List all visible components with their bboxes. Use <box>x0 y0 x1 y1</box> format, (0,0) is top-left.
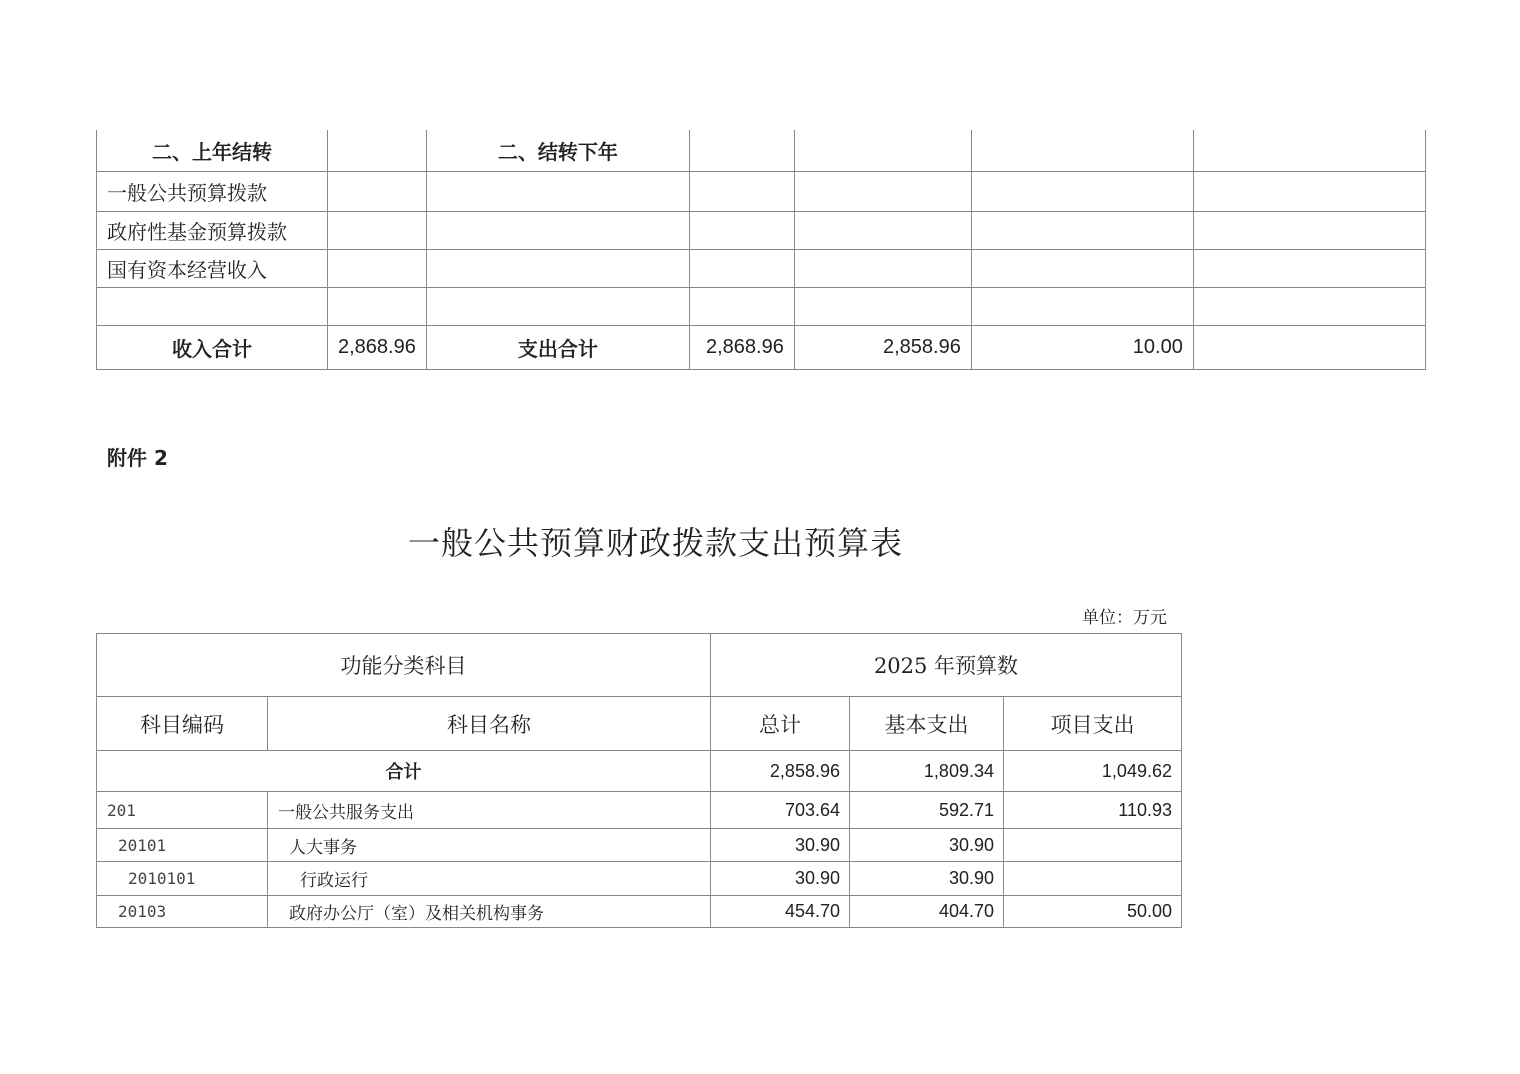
expense-label <box>426 287 689 325</box>
table-row <box>97 249 1426 287</box>
basic-total-value: 2,858.96 <box>794 325 971 369</box>
row-label: 二、上年结转 <box>97 130 328 171</box>
basic-value: 30.90 <box>850 829 1004 862</box>
total-row <box>97 751 1182 792</box>
header-row <box>97 697 1182 751</box>
header-budget-year: 2025 年预算数 <box>711 634 1182 697</box>
project-total-value: 10.00 <box>971 325 1193 369</box>
project-value <box>1004 862 1182 896</box>
subject-code: 20101 <box>97 829 268 862</box>
income-total-value: 2,868.96 <box>328 325 427 369</box>
total-value: 2,858.96 <box>711 751 850 792</box>
income-total-label: 收入合计 <box>97 325 328 369</box>
table-row <box>97 792 1182 829</box>
subject-code: 20103 <box>97 896 268 928</box>
basic-value: 1,809.34 <box>850 751 1004 792</box>
header-total: 总计 <box>711 697 850 751</box>
expense-label <box>426 249 689 287</box>
header-functional-category: 功能分类科目 <box>97 634 711 697</box>
income-value <box>328 171 427 211</box>
expense-value <box>689 171 794 211</box>
cell <box>1193 130 1425 171</box>
table-row <box>97 862 1182 896</box>
income-value <box>328 249 427 287</box>
cell <box>1193 287 1425 325</box>
cell <box>971 249 1193 287</box>
basic-value: 30.90 <box>850 862 1004 896</box>
cell <box>794 211 971 249</box>
unit-label: 单位：万元 <box>1082 608 1167 628</box>
header-row <box>97 634 1182 697</box>
row-label: 一般公共预算拨款 <box>97 171 328 211</box>
expense-total-value: 2,868.96 <box>689 325 794 369</box>
expense-total-label: 支出合计 <box>426 325 689 369</box>
project-value: 110.93 <box>1004 792 1182 829</box>
expense-value <box>689 249 794 287</box>
cell <box>794 249 971 287</box>
income-value <box>328 130 427 171</box>
total-value: 703.64 <box>711 792 850 829</box>
total-value: 30.90 <box>711 862 850 896</box>
project-value: 50.00 <box>1004 896 1182 928</box>
expense-value <box>689 130 794 171</box>
budget-table <box>96 633 1182 928</box>
table-row <box>97 171 1426 211</box>
expense-label: 二、结转下年 <box>426 130 689 171</box>
subject-code: 201 <box>97 792 268 829</box>
row-label: 国有资本经营收入 <box>97 249 328 287</box>
expense-value <box>689 211 794 249</box>
cell <box>1193 211 1425 249</box>
subject-name: 一般公共服务支出 <box>268 792 711 829</box>
basic-value: 592.71 <box>850 792 1004 829</box>
subject-name: 人大事务 <box>268 829 711 862</box>
cell <box>1193 249 1425 287</box>
table-row <box>97 130 1426 171</box>
cell <box>794 130 971 171</box>
table-row <box>97 829 1182 862</box>
row-label <box>97 287 328 325</box>
expense-label <box>426 171 689 211</box>
header-code: 科目编码 <box>97 697 268 751</box>
totals-row <box>97 325 1426 369</box>
expense-value <box>689 287 794 325</box>
header-project: 项目支出 <box>1004 697 1182 751</box>
cell <box>971 130 1193 171</box>
total-value: 30.90 <box>711 829 850 862</box>
total-value: 454.70 <box>711 896 850 928</box>
header-name: 科目名称 <box>268 697 711 751</box>
income-value <box>328 287 427 325</box>
subject-code: 2010101 <box>97 862 268 896</box>
row-label: 政府性基金预算拨款 <box>97 211 328 249</box>
income-expense-summary-table <box>96 130 1426 370</box>
header-basic: 基本支出 <box>850 697 1004 751</box>
basic-value: 404.70 <box>850 896 1004 928</box>
subject-name: 行政运行 <box>268 862 711 896</box>
project-value: 1,049.62 <box>1004 751 1182 792</box>
income-value <box>328 211 427 249</box>
subject-name: 政府办公厅（室）及相关机构事务 <box>268 896 711 928</box>
page-title: 一般公共预算财政拨款支出预算表 <box>408 524 904 562</box>
cell <box>794 287 971 325</box>
attachment-label: 附件 2 <box>107 446 168 470</box>
table-row <box>97 211 1426 249</box>
total-label: 合计 <box>97 751 711 792</box>
cell <box>971 211 1193 249</box>
cell <box>1193 171 1425 211</box>
cell <box>1193 325 1425 369</box>
cell <box>971 287 1193 325</box>
project-value <box>1004 829 1182 862</box>
table-row <box>97 287 1426 325</box>
expense-label <box>426 211 689 249</box>
table-row <box>97 896 1182 928</box>
cell <box>971 171 1193 211</box>
cell <box>794 171 971 211</box>
